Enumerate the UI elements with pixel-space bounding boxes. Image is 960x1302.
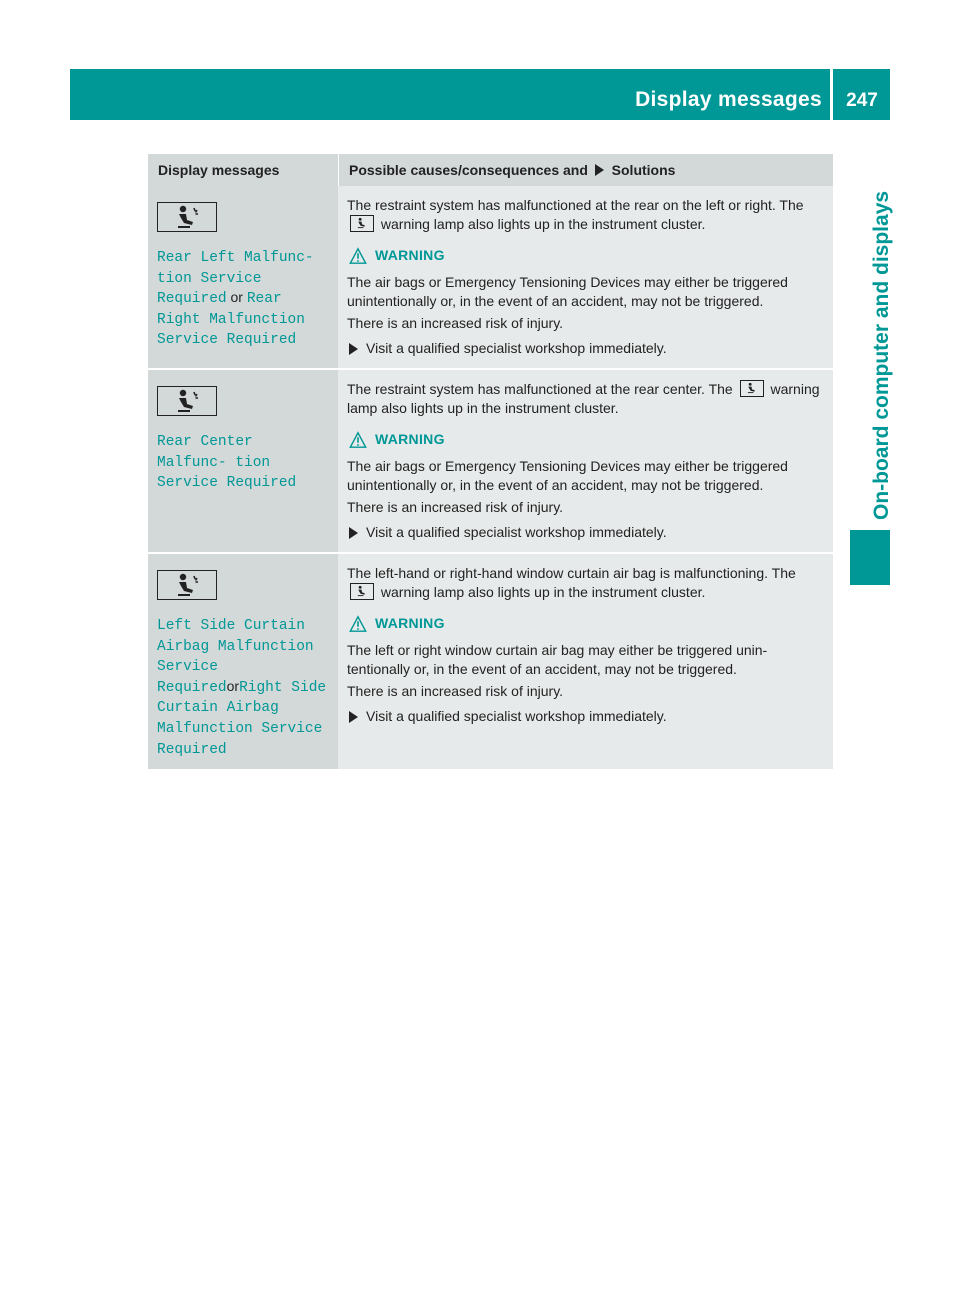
action-step: Visit a qualified specialist workshop immediately.: [347, 339, 824, 358]
cause-text: The left-hand or right-hand window curtain air bag is malfunctioning. The: [347, 565, 796, 581]
column-header-solutions-label: Solutions: [611, 162, 676, 178]
action-step: Visit a qualified specialist workshop immediately.: [347, 523, 824, 542]
display-message-text: Rear Center Malfunc‐ tion Service Required: [157, 434, 297, 492]
causes-solutions-cell: [338, 186, 833, 370]
column-header-display-messages: Display messages: [148, 154, 338, 186]
display-message-text: Left Side Curtain Airbag Malfunction Service Required: [157, 618, 314, 696]
airbag-warning-icon: [350, 583, 374, 600]
chapter-side-tab-marker: [850, 530, 890, 585]
page-number: 247: [846, 90, 878, 111]
display-message-cell: [148, 370, 338, 554]
warning-heading: WARNING: [347, 614, 824, 633]
causes-solutions-cell: [338, 370, 833, 554]
table-row: [148, 186, 833, 370]
warning-triangle-icon: [349, 431, 367, 449]
solution-arrow-icon: [595, 164, 604, 176]
chapter-side-tab-label: On-board computer and displays: [870, 190, 893, 520]
cause-text: warning lamp also lights up in the instrument cluster.: [380, 216, 706, 232]
action-arrow-icon: [349, 343, 358, 355]
display-message-cell: [148, 554, 338, 771]
action-arrow-icon: [349, 527, 358, 539]
or-connector: or: [226, 677, 240, 694]
display-message-text: Rear Right Malfunction Service Required: [157, 291, 305, 349]
column-header-causes-label: Possible causes/consequences and: [349, 162, 588, 178]
cause-text: The restraint system has malfunctioned at the rear on the left or right. The: [347, 197, 804, 213]
warning-triangle-icon: [349, 615, 367, 633]
cause-text: The restraint system has malfunctioned at the rear center. The: [347, 381, 733, 397]
display-message-text: Rear Left Malfunc‐ tion Service Required: [157, 250, 314, 308]
warning-text: The air bags or Emergency Tensioning Devices may either be triggered unintentionally or, in the event of an accident, may not be triggered.: [347, 458, 788, 493]
action-step: Visit a qualified specialist workshop immediately.: [347, 707, 824, 726]
risk-text: There is an increased risk of injury.: [347, 499, 564, 515]
or-connector: or: [230, 289, 243, 306]
airbag-warning-icon: [157, 570, 217, 600]
display-message-cell: [148, 186, 338, 370]
warning-triangle-icon: [349, 247, 367, 265]
airbag-warning-icon: [157, 386, 217, 416]
risk-text: There is an increased risk of injury.: [347, 683, 564, 699]
airbag-warning-icon: [157, 202, 217, 232]
column-header-causes-solutions: [338, 154, 833, 186]
warning-heading: WARNING: [347, 430, 824, 449]
risk-text: There is an increased risk of injury.: [347, 315, 564, 331]
airbag-warning-icon: [740, 380, 764, 397]
table-row: [148, 370, 833, 554]
display-message-text: Right Side Curtain Airbag Malfunction Service Required: [157, 679, 327, 758]
table-row: [148, 554, 833, 771]
warning-text: The air bags or Emergency Tensioning Devices may either be triggered unintentionally or, in the event of an accident, may not be triggered.: [347, 274, 788, 309]
warning-heading: WARNING: [347, 246, 824, 265]
cause-text: warning lamp also lights up in the instrument cluster.: [347, 381, 820, 416]
display-messages-table: [148, 154, 833, 771]
causes-solutions-cell: [338, 554, 833, 771]
warning-text: The left or right window curtain air bag may either be triggered unin- tentionally or, in the event of an accident, may not be triggered.: [347, 642, 768, 677]
header-divider: [830, 69, 833, 120]
cause-text: warning lamp also lights up in the instrument cluster.: [380, 584, 706, 600]
action-arrow-icon: [349, 711, 358, 723]
page-section-title: Display messages: [635, 88, 822, 111]
airbag-warning-icon: [350, 215, 374, 232]
